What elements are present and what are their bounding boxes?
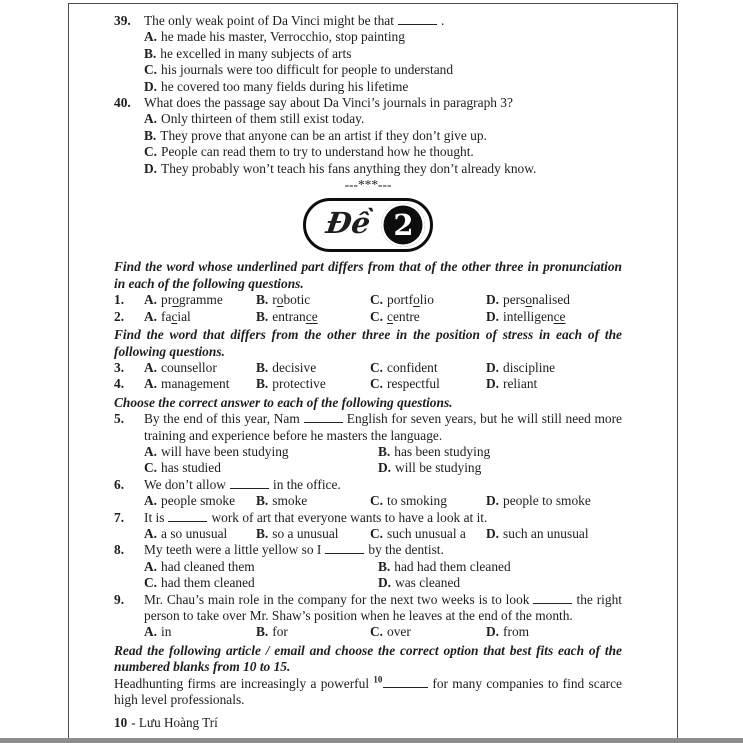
scan-bottom-edge [0,738,743,743]
question-number: 9. [114,591,125,607]
option-8-c [144,575,378,591]
question-number: 40. [114,95,131,111]
option-1-c [370,292,486,308]
option-7-c [370,526,486,542]
option-text: such an unusual [503,525,589,541]
option-label: A. [144,493,158,509]
answer-blank [168,510,207,522]
option-40-d [114,161,622,177]
option-text: People can read them to try to understand how he thought. [161,144,474,160]
option-label: D. [486,292,500,308]
question-text-pre: The only weak point of Da Vinci might be that [144,13,394,28]
option-label: C. [370,376,384,392]
option-label: B. [256,308,269,324]
question-7 [114,510,622,526]
option-text: discipline [503,359,556,375]
question-text [144,477,622,493]
option-word [161,309,191,324]
word-underlined: c [171,308,178,324]
option-text: reliant [503,376,538,392]
option-label: B. [144,127,157,143]
question-text-post: work of art that everyone wants to have a look at it. [211,509,488,525]
test-badge-wrap [114,198,622,252]
option-2-d [486,309,622,325]
option-text: a so unusual [161,525,228,541]
option-6-a [144,493,256,509]
option-label: B. [378,558,391,574]
option-label: B. [256,493,269,509]
option-text: he made his master, Verrocchio, stop painting [161,29,405,45]
option-6-d [486,493,622,509]
option-label: B. [256,525,269,541]
option-word [503,309,565,324]
option-2-a [144,309,256,325]
option-label: C. [370,308,384,324]
option-6-c [370,493,486,509]
option-label: D. [486,624,500,640]
option-label: D. [144,78,158,94]
pronunciation-instruction: Find the word whose underlined part differs from that of the other three in pronunciation in each of the following questions. [114,259,622,291]
question-number: 39. [114,13,131,28]
option-text: to smoking [387,493,447,509]
question-6 [114,477,622,493]
page-footer [114,715,218,731]
option-9-a [144,624,256,640]
spacer [114,526,144,542]
spacer [114,444,144,460]
question-4 [114,376,622,392]
option-text: smoke [272,493,308,509]
option-columns [144,309,622,325]
word-pre: entran [272,308,306,324]
test-badge-label: Đề [323,206,373,241]
option-label: A. [144,292,158,308]
option-text: had cleaned them [161,558,255,574]
word-underlined: c [387,308,393,324]
option-text: so a unusual [272,525,339,541]
option-label: A. [144,308,158,324]
option-label: C. [144,575,158,591]
option-text: for [272,624,288,640]
option-label: B. [144,45,157,61]
question-40 [114,95,622,111]
option-39-a [114,29,622,45]
question-8-options-row1 [114,559,622,575]
option-text: management [161,376,230,392]
option-label: C. [370,624,384,640]
option-3-d [486,360,622,376]
word-post: lio [419,292,434,308]
option-label: C. [370,493,384,509]
option-text: his journals were too difficult for people to understand [161,62,454,78]
option-label: A. [144,111,158,127]
word-post: ial [177,308,191,324]
option-label: C. [144,460,158,476]
option-6-b [256,493,370,509]
question-8 [114,542,622,558]
option-text: has been studying [394,443,491,459]
option-text: people to smoke [503,493,591,509]
option-word [272,292,310,307]
option-label: A. [144,376,158,392]
option-text: protective [272,376,326,392]
option-text: counsellor [161,359,217,375]
option-8-d [378,575,622,591]
spacer [114,624,144,640]
test-badge [303,198,434,252]
option-text: had them cleaned [161,575,255,591]
choose-instruction: Choose the correct answer to each of the following questions. [114,394,453,410]
option-word [387,292,434,307]
word-pre: fa [161,308,172,324]
word-underlined: ce [553,308,566,324]
option-8-b [378,559,622,575]
question-39 [114,13,622,29]
option-9-b [256,624,370,640]
answer-blank [304,411,343,423]
page-content [114,13,622,708]
question-text-post: . [440,13,445,28]
option-label: C. [370,292,384,308]
word-pre: pr [161,292,173,308]
option-text: in [161,624,172,640]
question-text-pre: My teeth were a little yellow so I [144,542,322,558]
option-4-c [370,376,486,392]
option-7-a [144,526,256,542]
option-5-d [378,460,622,476]
option-text: such unusual a [387,525,466,541]
question-number: 6. [114,476,125,492]
test-number: 2 [393,207,414,242]
option-7-b [256,526,370,542]
option-39-d [114,79,622,95]
option-label: D. [144,160,158,176]
option-label: D. [486,376,500,392]
question-number: 1. [114,292,125,308]
option-39-c [114,62,622,78]
option-text: Only thirteen of them still exist today. [161,111,365,127]
question-text [144,13,622,29]
page-number: 10 [114,715,128,730]
question-text [144,542,622,558]
answer-blank [230,477,269,489]
question-9-options [114,624,622,640]
option-label: D. [486,359,500,375]
option-7-d [486,526,622,542]
blank-number: 10 [373,674,383,685]
question-text: What does the passage say about Da Vinci’s journals in paragraph 3? [144,95,513,111]
option-text: They probably won’t teach his fans anything they don’t already know. [161,160,537,176]
option-4-d [486,376,622,392]
spacer [114,575,144,591]
option-label: B. [256,624,269,640]
spacer [114,460,144,476]
question-text-post: in the office. [272,476,341,492]
option-1-b [256,292,370,308]
option-text: over [387,624,411,640]
question-number: 3. [114,359,125,375]
option-1-d [486,292,622,308]
option-columns [144,376,622,392]
word-underlined: o [276,292,284,308]
word-underlined: o [172,292,179,308]
question-2 [114,309,622,325]
option-text: They prove that anyone can be an artist if they don’t give up. [160,127,487,143]
option-3-b [256,360,370,376]
question-text-pre: We don’t allow [144,476,226,492]
option-9-c [370,624,486,640]
question-8-options-row2 [114,575,622,591]
word-underlined: o [413,292,420,308]
option-word [503,292,570,307]
option-text: has studied [161,460,221,476]
option-4-b [256,376,370,392]
answer-blank [533,592,572,604]
answer-blank [325,542,364,554]
option-text: he excelled in many subjects of arts [160,45,352,61]
option-label: A. [144,624,158,640]
option-40-a [114,111,622,127]
option-text: decisive [272,359,317,375]
option-39-b [114,46,622,62]
option-label: B. [256,376,269,392]
question-number: 7. [114,509,125,525]
question-7-options [114,526,622,542]
option-3-a [144,360,256,376]
option-label: D. [486,525,500,541]
question-5-options-row1 [114,444,622,460]
option-label: A. [144,558,158,574]
word-underlined: ce [305,308,318,324]
option-9-d [486,624,622,640]
question-5 [114,411,622,444]
option-label: A. [144,359,158,375]
word-pre: portf [387,292,414,308]
question-text-post: the right person to take over Mr. Shaw’s position when he leaves at the end of the month. [144,591,622,623]
option-word [387,309,420,324]
word-post: entre [392,308,420,324]
question-number: 4. [114,376,125,392]
option-label: A. [144,443,158,459]
option-text: respectful [387,376,440,392]
option-label: C. [370,359,384,375]
option-text: from [503,624,530,640]
word-post: nalised [532,292,570,308]
question-text-pre: It is [144,509,165,525]
answer-blank [383,676,428,688]
option-columns [144,360,622,376]
option-label: D. [378,575,392,591]
option-text: confident [387,359,438,375]
option-5-c [144,460,378,476]
option-2-b [256,309,370,325]
option-text: had had them cleaned [394,558,511,574]
option-columns [144,292,622,308]
option-word [272,309,317,324]
spacer [114,493,144,509]
stress-instruction: Find the word that differs from the other three in the position of stress in each of the following questions. [114,327,622,359]
question-number: 8. [114,542,125,558]
question-text [144,411,622,444]
option-text: was cleaned [395,575,461,591]
author-name: - Lưu Hoàng Trí [131,715,218,730]
option-label: D. [486,308,500,324]
question-text [144,510,622,526]
word-post: gramme [178,292,223,308]
option-2-c [370,309,486,325]
word-post: botic [283,292,311,308]
option-40-b [114,128,622,144]
option-label: A. [144,29,158,45]
option-text: will be studying [395,460,482,476]
option-5-a [144,444,378,460]
option-5-b [378,444,622,460]
question-number: 2. [114,308,125,324]
option-label: B. [378,443,391,459]
section-separator: ---***--- [344,177,392,193]
option-label: C. [144,62,158,78]
question-1 [114,292,622,308]
option-label: B. [256,359,269,375]
option-4-a [144,376,256,392]
option-40-c [114,144,622,160]
reading-paragraph [114,676,622,709]
question-text [144,592,622,625]
answer-blank [398,13,437,25]
option-text: people smoke [161,493,236,509]
paragraph-text-post: for many companies to find scarce high level professionals. [114,675,622,708]
question-text-post: English for seven years, but he will still need more training and experience before he masters the language. [144,411,623,443]
option-label: D. [378,460,392,476]
word-pre: intelligen [503,308,554,324]
word-underlined: o [525,292,533,308]
option-text: will have been studying [161,443,289,459]
option-8-a [144,559,378,575]
question-9 [114,592,622,625]
option-label: A. [144,525,158,541]
question-text-post: by the dentist. [368,542,444,558]
option-word [161,292,223,307]
spacer [114,559,144,575]
option-label: C. [370,525,384,541]
question-text-pre: By the end of this year, Nam [144,411,300,427]
option-label: C. [144,144,158,160]
option-1-a [144,292,256,308]
word-pre: pers [503,292,526,308]
option-text: he covered too many fields during his lifetime [161,78,409,94]
question-number: 5. [114,411,125,427]
question-5-options-row2 [114,460,622,476]
question-text-pre: Mr. Chau’s main role in the company for the next two weeks is to look [144,591,530,607]
paragraph-text-pre: Headhunting firms are increasingly a powerful [114,675,370,691]
reading-instruction: Read the following article / email and choose the correct option that best fits each of the numbered blanks from 10 to 15. [114,642,622,675]
word-pre: r [272,292,277,308]
option-label: B. [256,292,269,308]
option-3-c [370,360,486,376]
question-6-options [114,493,622,509]
option-label: D. [486,493,500,509]
test-number-circle [381,203,425,247]
question-3 [114,360,622,376]
